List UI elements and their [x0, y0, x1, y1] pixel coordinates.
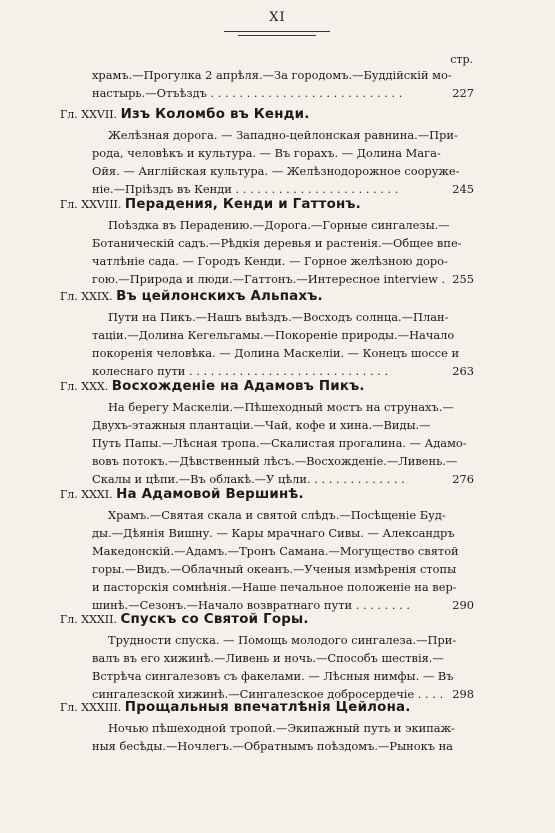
- entry-page: 290: [452, 598, 474, 612]
- chapter-heading: [60, 107, 480, 122]
- chapter-entry: [92, 506, 474, 614]
- entry-page: 263: [452, 364, 474, 378]
- chapter-number: Гл. XXIX.: [60, 290, 113, 303]
- entry-line: Македонскій.—Адамъ.—Тронъ Самана.—Могущество святой: [92, 544, 459, 558]
- entry-line-last: ніе.—Пріѣздъ въ Кенди . . . . . . . . . . . . . . . . . . . . . . . 245: [92, 182, 474, 196]
- entry-line: Поѣздка въ Перадению.—Дорога.—Горные сингалезы.—: [108, 218, 450, 232]
- entry-line: Ночью пѣшеходной тропой.—Экипажный путь и экипаж-: [108, 721, 455, 735]
- entry-line: Желѣзная дорога. — Западно-цейлонская равнина.—При-: [108, 128, 458, 142]
- entry-line: Храмъ.—Святая скала и святой слѣдъ.—Посѣщеніе Буд-: [108, 508, 446, 522]
- entry-line-last: сингалезской хижинѣ.—Сингалезское добросердечіе . . . . 298: [92, 687, 474, 701]
- chapter-number: Гл. XXXII.: [60, 613, 117, 626]
- page-column-label: стр.: [450, 53, 473, 66]
- entry-line: таціи.—Долина Кегельгамы.—Покореніе природы.—Начало: [92, 328, 455, 342]
- entry-line: ныя бесѣды.—Ночлегъ.—Обратнымъ поѣздомъ.—Рынокъ на: [92, 739, 453, 753]
- entry-line: валъ въ его хижинѣ.—Ливень и ночь.—Способъ шествія.—: [92, 651, 444, 665]
- page-number: XI: [269, 10, 286, 25]
- entry-line: ды.—Дѣянія Вишну. — Кары мрачнаго Сивы. — Александръ: [92, 526, 455, 540]
- chapter-heading: [60, 700, 480, 715]
- chapter-number: Гл. XXVIII.: [60, 198, 122, 211]
- chapter-heading: [60, 487, 480, 502]
- chapter-entry: [92, 308, 474, 380]
- header-rule-short: [238, 35, 316, 36]
- chapter-entry: [92, 719, 474, 755]
- chapter-title: Перадения, Кенди и Гаттонъ.: [124, 197, 361, 212]
- entry-line: Двухъ-этажныя плантаціи.—Чай, кофе и хина.—Виды.—: [92, 418, 431, 432]
- entry-line: Путь Папы.—Лѣсная тропа.—Скалистая прогалина. — Адамо-: [92, 436, 467, 450]
- chapter-entry: [92, 126, 474, 198]
- entry-line: храмъ.—Прогулка 2 апрѣля.—За городомъ.—Буддійскій мо-: [92, 68, 452, 82]
- entry-line: Трудности спуска. — Помощь молодого сингалеза.—При-: [108, 633, 457, 647]
- chapter-heading: [60, 197, 480, 212]
- entry-line: чатлѣніе сада. — Городъ Кенди. — Горное желѣзною доро-: [92, 254, 448, 268]
- entry-line: Встрѣча сингалезовъ съ факелами. — Лѣсныя нимфы. — Въ: [92, 669, 454, 683]
- chapter-entry: [92, 631, 474, 703]
- header-rule: [224, 31, 330, 32]
- entry-line: Ботаническій садъ.—Рѣдкія деревья и растенія.—Общее впе-: [92, 236, 462, 250]
- entry-line-last: настырь.—Отъѣздъ . . . . . . . . . . . . . . . . . . . . . . . . . . . 227: [92, 86, 474, 100]
- chapter-number: Гл. XXXI.: [60, 488, 113, 501]
- chapter-number: Гл. XXX.: [60, 380, 109, 393]
- chapter-title: Спускъ со Святой Горы.: [120, 612, 309, 627]
- entry-page: 245: [452, 182, 474, 196]
- entry-line: Ойя. — Англійская культура. — Желѣзнодорожное сооруже-: [92, 164, 460, 178]
- chapter-number: Гл. XXVII.: [60, 108, 118, 121]
- entry-line-last: гою.—Природа и люди.—Гаттонъ.—Интересное interview . 255: [92, 272, 474, 286]
- entry-page: 227: [452, 86, 474, 100]
- chapter-heading: [60, 612, 480, 627]
- entry-line-last: Скалы и цѣпи.—Въ облакѣ.—У цѣли. . . . . . . . . . . . . . 276: [92, 472, 474, 486]
- chapter-title: На Адамовой Вершинѣ.: [116, 487, 304, 502]
- entry-page: 255: [452, 272, 474, 286]
- entry-line: рода, человѣкъ и культура. — Въ горахъ. — Долина Мага-: [92, 146, 441, 160]
- lead-entry: [92, 66, 474, 102]
- chapter-title: Изъ Коломбо въ Кенди.: [120, 107, 310, 122]
- chapter-title: Въ цейлонскихъ Альпахъ.: [116, 289, 323, 304]
- entry-line-last: колеснаго пути . . . . . . . . . . . . . . . . . . . . . . . . . . . . 263: [92, 364, 474, 378]
- entry-line: и пасторскія сомнѣнія.—Наше печальное положеніе на вер-: [92, 580, 457, 594]
- entry-line: вовъ потокъ.—Дѣвственный лѣсъ.—Восхожденіе.—Ливень.—: [92, 454, 458, 468]
- chapter-title: Прощальныя впечатлѣнія Цейлона.: [124, 700, 411, 715]
- entry-page: 276: [452, 472, 474, 486]
- chapter-number: Гл. XXXIII.: [60, 701, 122, 714]
- entry-line: покоренія человѣка. — Долина Маскеліи. — Конецъ шоссе и: [92, 346, 460, 360]
- entry-line: горы.—Видъ.—Облачный океанъ.—Ученыя измѣренія стопы: [92, 562, 457, 576]
- chapter-heading: [60, 379, 480, 394]
- chapter-entry: [92, 398, 474, 488]
- entry-line: На берегу Маскеліи.—Пѣшеходный мостъ на струнахъ.—: [108, 400, 454, 414]
- entry-line-last: шинѣ.—Сезонъ.—Начало возвратнаго пути . . . . . . . . 290: [92, 598, 474, 612]
- chapter-entry: [92, 216, 474, 288]
- chapter-heading: [60, 289, 480, 304]
- entry-page: 298: [452, 687, 474, 701]
- entry-line: Пути на Пикъ.—Нашъ выѣздъ.—Восходъ солнца.—План-: [108, 310, 449, 324]
- chapter-title: Восхожденіе на Адамовъ Пикъ.: [111, 379, 365, 394]
